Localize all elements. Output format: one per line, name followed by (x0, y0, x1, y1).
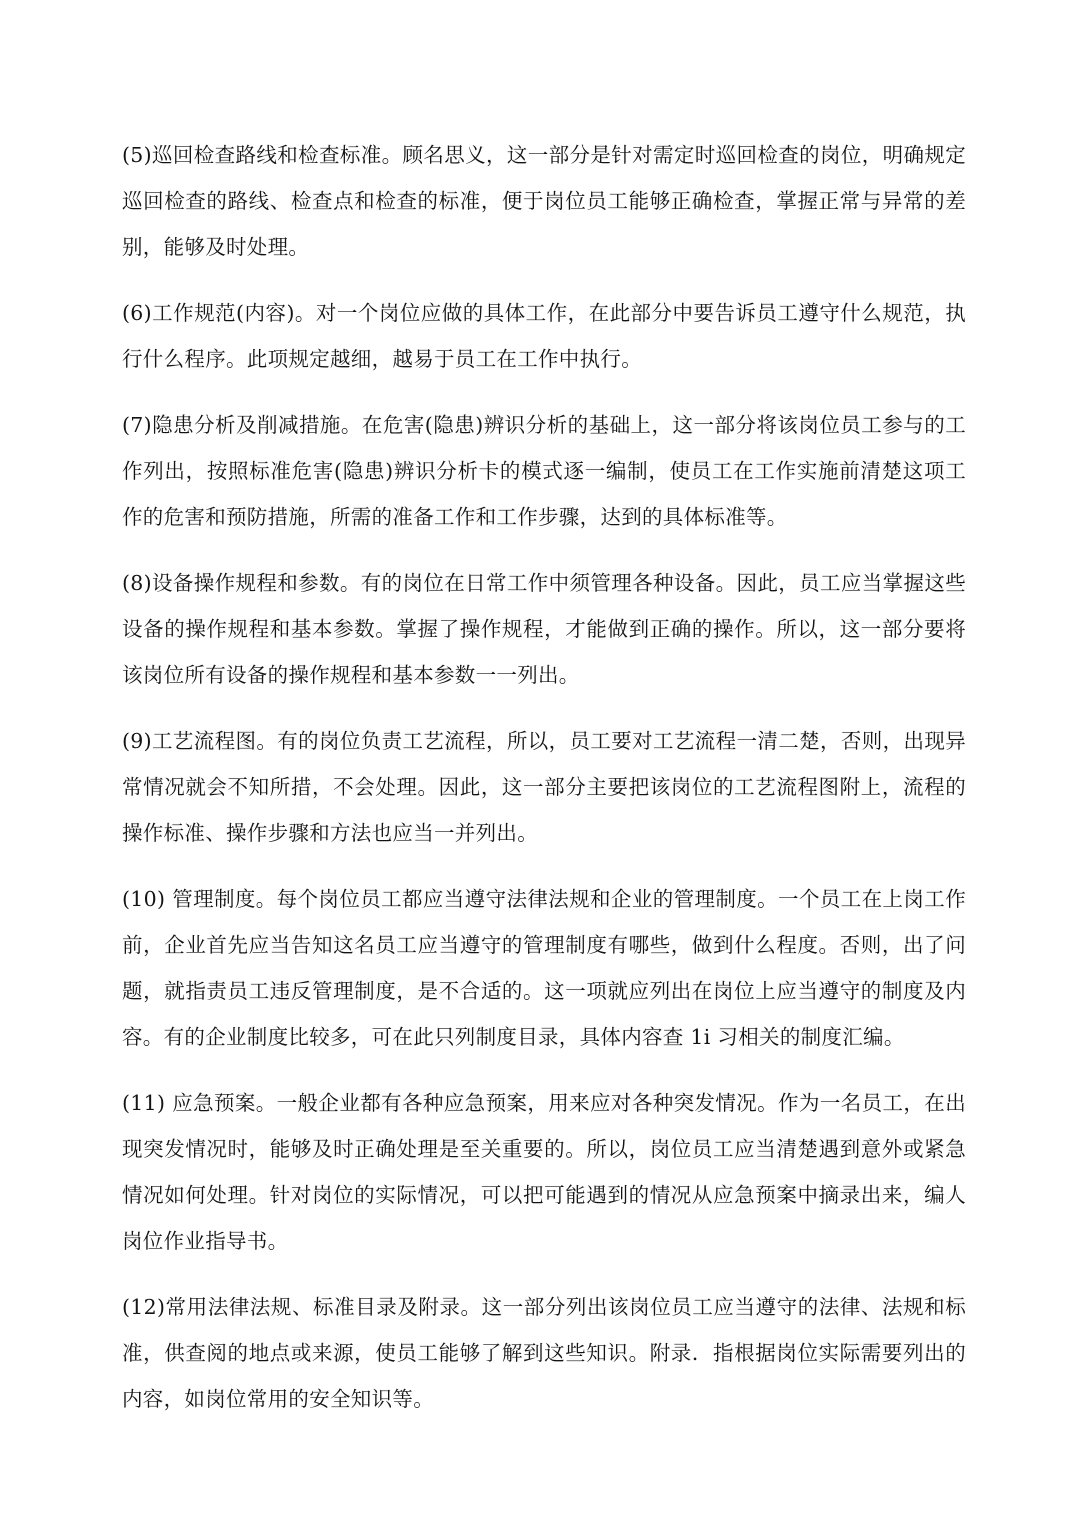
document-body (122, 132, 966, 1442)
paragraph-9-process-flow: (9)工艺流程图。有的岗位负责工艺流程，所以，员工要对工艺流程一清二楚，否则，出现异常情况就会不知所措，不会处理。因此，这一部分主要把该岗位的工艺流程图附上，流程的操作标准、操作步骤和方法也应当一并列出。 (122, 729, 966, 845)
paragraph-10-management-system: (10) 管理制度。每个岗位员工都应当遵守法律法规和企业的管理制度。一个员工在上岗工作前，企业首先应当告知这名员工应当遵守的管理制度有哪些，做到什么程度。否则，出了问题，就指责员工违反管理制度，是不合适的。这一项就应列出在岗位上应当遵守的制度及内容。有的企业制度比较多，可在此只列制度目录，具体内容查 1i 习相关的制度汇编。 (122, 887, 966, 1049)
paragraph-6-work-standard: (6)工作规范(内容)。对一个岗位应做的具体工作，在此部分中要告诉员工遵守什么规范，执行什么程序。此项规定越细，越易于员工在工作中执行。 (122, 301, 966, 371)
paragraph-11-emergency-plan: (11) 应急预案。一般企业都有各种应急预案，用来应对各种突发情况。作为一名员工，在出现突发情况时，能够及时正确处理是至关重要的。所以，岗位员工应当清楚遇到意外或紧急情况如何处理。针对岗位的实际情况，可以把可能遇到的情况从应急预案中摘录出来，编人岗位作业指导书。 (122, 1091, 966, 1253)
paragraph-12-laws-and-appendix: (12)常用法律法规、标准目录及附录。这一部分列出该岗位员工应当遵守的法律、法规和标准，供查阅的地点或来源，使员工能够了解到这些知识。附录．指根据岗位实际需要列出的内容，如岗位常用的安全知识等。 (122, 1295, 966, 1411)
paragraph-8-equipment-procedures: (8)设备操作规程和参数。有的岗位在日常工作中须管理各种设备。因此，员工应当掌握这些设备的操作规程和基本参数。掌握了操作规程，才能做到正确的操作。所以，这一部分要将该岗位所有设备的操作规程和基本参数一一列出。 (122, 571, 966, 687)
paragraph-7-hazard-analysis: (7)隐患分析及削减措施。在危害(隐患)辨识分析的基础上，这一部分将该岗位员工参与的工作列出，按照标准危害(隐患)辨识分析卡的模式逐一编制，使员工在工作实施前清楚这项工作的危害和预防措施，所需的准备工作和工作步骤，达到的具体标准等。 (122, 413, 966, 529)
paragraph-5-inspection-route: (5)巡回检查路线和检查标准。顾名思义，这一部分是针对需定时巡回检查的岗位，明确规定巡回检查的路线、检查点和检查的标准，便于岗位员工能够正确检查，掌握正常与异常的差别，能够及时处理。 (122, 143, 966, 259)
